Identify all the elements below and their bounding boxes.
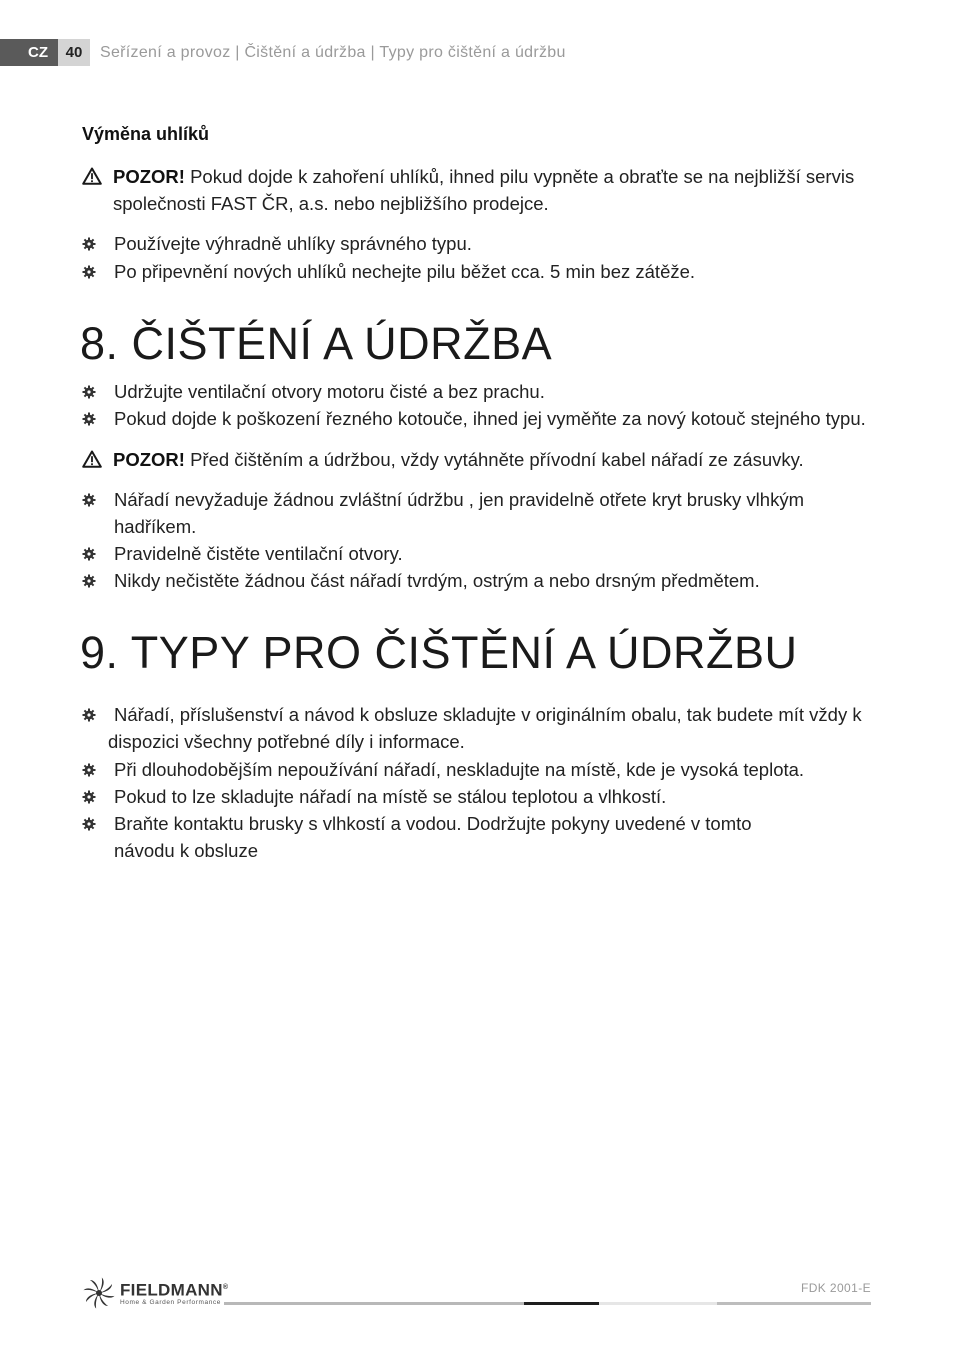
footer-rule-grey (224, 1302, 524, 1305)
list-item-text: Používejte výhradně uhlíky správného typu. (114, 233, 472, 254)
list-item (82, 540, 872, 567)
page-number: 40 (58, 39, 90, 66)
brand-block (120, 1279, 228, 1308)
list-item (82, 378, 872, 405)
list-item (82, 810, 872, 864)
list-item-text (114, 486, 872, 540)
list-item-text: Pravidelně čistěte ventilační otvory. (114, 543, 403, 564)
footer-rule-light (599, 1302, 717, 1305)
gear-bullet-icon (82, 412, 96, 426)
gear-bullet-icon (82, 763, 96, 777)
gear-bullet-icon (82, 385, 96, 399)
list-item-line: návodu k obsluze (114, 840, 258, 861)
breadcrumb: Seřízení a provoz | Čištění a údržba | Typy pro čištění a údržbu (100, 43, 566, 61)
warning-cleaning (82, 446, 872, 473)
fieldmann-fan-logo-icon (82, 1276, 116, 1310)
warning-label: POZOR! (113, 166, 185, 187)
section-heading-cleaning: 8. ČIŠTÉNÍ A ÚDRŽBA (80, 318, 553, 369)
gear-bullet-icon (82, 493, 96, 507)
list-item-text (114, 810, 872, 864)
section-subtitle-brushes: Výměna uhlíků (82, 124, 210, 144)
list-item-text: Při dlouhodobějším nepoužívání nářadí, neskladujte na místě, kde je vysoká teplota. (114, 759, 805, 780)
warning-triangle-icon (82, 450, 102, 468)
list-item-line: dispozici všechny potřebné díly i informace. (108, 731, 465, 752)
list-item-text: Udržujte ventilační otvory motoru čisté a bez prachu. (114, 381, 545, 402)
list-item (82, 230, 872, 257)
warning-brushes (82, 163, 872, 217)
model-number: FDK 2001-E (800, 1281, 871, 1295)
footer-rule-grey-right (717, 1302, 871, 1305)
list-item (82, 405, 872, 432)
registered-mark: ® (222, 1283, 229, 1291)
brand-name-text: FIELDMANN (120, 1280, 223, 1300)
list-item-line: Braňte kontaktu brusky s vlhkostí a vodou. Dodržujte pokyny uvedené v tomto (114, 813, 752, 834)
gear-bullet-icon (82, 708, 96, 722)
brand-tagline: Home & Garden Performance (120, 1299, 221, 1307)
gear-bullet-icon (82, 237, 96, 251)
gear-bullet-icon (82, 574, 96, 588)
fieldmann-logo (82, 1276, 228, 1310)
gear-bullet-icon (82, 547, 96, 561)
list-item (82, 756, 872, 783)
brand-name (120, 1279, 228, 1299)
list-item-line: hadříkem. (114, 516, 197, 537)
warning-triangle-icon (82, 167, 102, 185)
list-item (82, 701, 872, 755)
list-item (82, 567, 872, 594)
list-item-line: Nářadí nevyžaduje žádnou zvláštní údržbu , jen pravidelně otřete kryt brusky vlhkým (114, 489, 804, 510)
warning-label: POZOR! (113, 449, 185, 470)
page-header (0, 39, 566, 66)
list-item-text (108, 701, 872, 755)
warning-text: společnosti FAST ČR, a.s. nebo nejbližšího prodejce. (113, 193, 549, 214)
list-item (82, 486, 872, 540)
gear-bullet-icon (82, 790, 96, 804)
section-heading-tips: 9. TYPY PRO ČIŠTĚNÍ A ÚDRŽBU (80, 627, 798, 678)
language-badge: CZ (0, 39, 58, 66)
warning-text: Pokud dojde k zahoření uhlíků, ihned pilu vypněte a obraťte se na nejbližší servis (190, 166, 855, 187)
gear-bullet-icon (82, 817, 96, 831)
footer-rule-dark (524, 1302, 599, 1305)
warning-text: Před čištěním a údržbou, vždy vytáhněte přívodní kabel nářadí ze zásuvky. (190, 449, 804, 470)
list-item-text: Po připevnění nových uhlíků nechejte pilu běžet cca. 5 min bez zátěže. (114, 261, 696, 282)
list-item-text: Pokud dojde k poškození řezného kotouče, ihned jej vyměňte za nový kotouč stejného typu. (114, 408, 866, 429)
gear-bullet-icon (82, 265, 96, 279)
list-item (82, 258, 872, 285)
list-item-text: Pokud to lze skladujte nářadí na místě se stálou teplotou a vlhkostí. (114, 786, 667, 807)
list-item-line: Nářadí, příslušenství a návod k obsluze skladujte v originálním obalu, tak budete mít vždy k (114, 704, 862, 725)
list-item (82, 783, 872, 810)
list-item-text: Nikdy nečistěte žádnou část nářadí tvrdým, ostrým a nebo drsným předmětem. (114, 570, 760, 591)
